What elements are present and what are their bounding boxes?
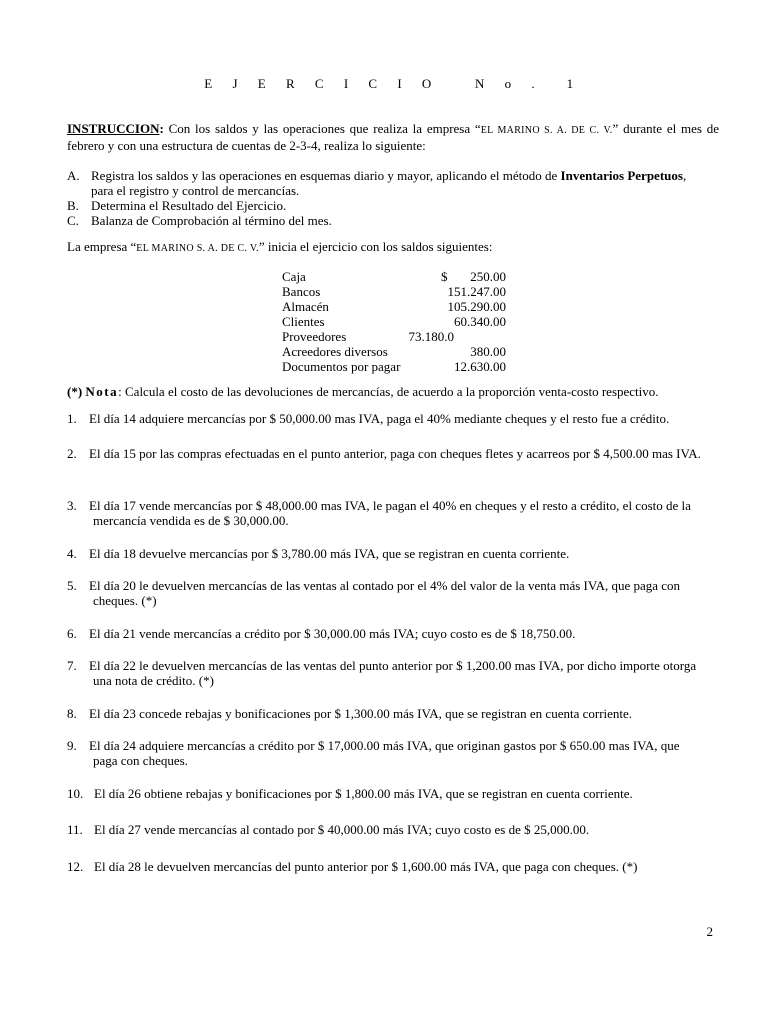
operation-text: El día 15 por las compras efectuadas en el punto anterior, paga con cheques fletes y acarreos por $ 4,500.00 mas IVA.: [89, 446, 701, 461]
operation-text: El día 20 le devuelven mercancías de las ventas al contado por el 4% del valor de la venta más IVA, que paga con: [89, 578, 681, 593]
operation-item: [67, 859, 727, 874]
instruction-paragraph: [67, 121, 719, 153]
balances-table: [282, 269, 522, 374]
operation-item: [67, 658, 727, 688]
operation-number: 10.: [67, 786, 84, 801]
operation-number: 1.: [67, 411, 77, 426]
balance-row: [282, 284, 522, 299]
exercise-title: E J E R C I C I O N o . 1: [204, 76, 582, 91]
balance-row: [282, 329, 522, 344]
operation-text: El día 27 vende mercancías al contado por $ 40,000.00 más IVA; cuyo costo es de $ 25,000.00.: [94, 822, 590, 837]
balance-value: 105.290.00: [447, 299, 506, 314]
note-label: Nota: [85, 384, 119, 399]
operation-number: 4.: [67, 546, 77, 561]
balance-value: 380.00: [470, 344, 506, 359]
task-item: [67, 198, 727, 213]
operation-number: 3.: [67, 498, 77, 513]
operation-number: 6.: [67, 626, 77, 641]
balance-value: 151.247.00: [447, 284, 506, 299]
note-marker: (*): [67, 384, 86, 399]
operation-text: El día 14 adquiere mercancías por $ 50,000.00 mas IVA, paga el 40% mediante cheques y el resto fue a crédito.: [89, 411, 670, 426]
operation-text: El día 21 vende mercancías a crédito por $ 30,000.00 más IVA; cuyo costo es de $ 18,750.00.: [89, 626, 576, 641]
operation-continuation: paga con cheques.: [93, 753, 188, 768]
operation-number: 2.: [67, 446, 77, 461]
operation-number: 12.: [67, 859, 84, 874]
balance-row: [282, 269, 522, 284]
balance-row: [282, 344, 522, 359]
intro-paragraph: [67, 239, 727, 256]
task-text: Balanza de Comprobación al término del mes.: [91, 213, 332, 228]
balance-row: [282, 314, 522, 329]
instruction-label: INSTRUCCION: [67, 121, 160, 136]
operation-text: El día 22 le devuelven mercancías de las ventas del punto anterior por $ 1,200.00 mas IVA, por dicho importe otorga: [89, 658, 697, 673]
balance-value: 60.340.00: [454, 314, 506, 329]
operation-item: [67, 786, 727, 801]
balance-value: 12.630.00: [454, 359, 506, 374]
operation-number: 11.: [67, 822, 83, 837]
operation-number: 7.: [67, 658, 77, 673]
instruction-text-a: Con los saldos y las operaciones que realiza la empresa “: [163, 121, 481, 136]
note-paragraph: [67, 384, 737, 399]
balance-name: Clientes: [282, 314, 325, 329]
operation-continuation: mercancía vendida es de $ 30,000.00.: [93, 513, 289, 528]
balance-name: Bancos: [282, 284, 321, 299]
operation-text: El día 24 adquiere mercancías a crédito por $ 17,000.00 más IVA, que originan gastos por $ 650.00 mas IVA, que: [89, 738, 680, 753]
operation-continuation: cheques. (*): [93, 593, 157, 608]
operation-number: 5.: [67, 578, 77, 593]
instruction-text-b: ” durante el mes de febrero y con una estructura de cuentas de 2-3-4, realiza lo siguiente:: [67, 121, 720, 153]
operation-item: [67, 446, 727, 461]
task-continuation: para el registro y control de mercancías.: [91, 183, 300, 198]
balance-name: Caja: [282, 269, 306, 284]
operation-item: [67, 822, 727, 837]
task-marker: B.: [67, 198, 79, 213]
task-item: [67, 213, 727, 228]
operation-item: [67, 498, 727, 528]
operation-text: El día 17 vende mercancías por $ 48,000.00 mas IVA, le pagan el 40% en cheques y el resto a crédito, el costo de la: [89, 498, 691, 513]
balance-name: Almacén: [282, 299, 329, 314]
page-number: 2: [706, 924, 713, 939]
operation-text: El día 26 obtiene rebajas y bonificaciones por $ 1,800.00 más IVA, que se registran en cuenta corriente.: [94, 786, 633, 801]
task-bold: Inventarios Perpetuos: [560, 168, 683, 183]
balance-name: Proveedores: [282, 329, 347, 344]
intro-text-a: La empresa “: [67, 239, 137, 254]
operation-item: [67, 546, 727, 561]
operation-item: [67, 578, 727, 608]
operation-continuation: una nota de crédito. (*): [93, 673, 214, 688]
balance-row: [282, 359, 522, 374]
balance-name: Documentos por pagar: [282, 359, 401, 374]
instruction-company: EL MARINO S. A. DE C. V.: [480, 125, 613, 136]
task-marker: A.: [67, 168, 80, 183]
task-text: [91, 168, 686, 183]
operation-item: [67, 411, 727, 426]
task-text-b: ,: [682, 168, 687, 183]
balance-value: $ 250.00: [441, 269, 506, 284]
intro-company: EL MARINO S. A. DE C. V.: [136, 243, 259, 254]
operation-text: El día 23 concede rebajas y bonificaciones por $ 1,300.00 más IVA, que se registran en cuenta corriente.: [89, 706, 633, 721]
task-item: [67, 168, 727, 183]
operation-number: 8.: [67, 706, 77, 721]
operation-item: [67, 626, 727, 641]
operation-item: [67, 706, 727, 721]
task-text-a: Registra los saldos y las operaciones en esquemas diario y mayor, aplicando el método de: [91, 168, 561, 183]
task-text: Determina el Resultado del Ejercicio.: [91, 198, 287, 213]
operation-text: El día 18 devuelve mercancías por $ 3,780.00 más IVA, que se registran en cuenta corriente.: [89, 546, 570, 561]
note-text: : Calcula el costo de las devoluciones de mercancías, de acuerdo a la proporción venta-costo respectivo.: [118, 384, 659, 399]
task-list: [67, 168, 727, 228]
task-marker: C.: [67, 213, 79, 228]
instruction-colon: :: [159, 121, 164, 136]
intro-text-b: ” inicia el ejercicio con los saldos siguientes:: [258, 239, 493, 254]
balance-value: 73.180.0: [408, 329, 506, 344]
balance-name: Acreedores diversos: [282, 344, 388, 359]
operation-item: [67, 738, 727, 768]
operation-number: 9.: [67, 738, 77, 753]
operation-text: El día 28 le devuelven mercancías del punto anterior por $ 1,600.00 más IVA, que paga con cheques. (*): [94, 859, 638, 874]
balance-row: [282, 299, 522, 314]
